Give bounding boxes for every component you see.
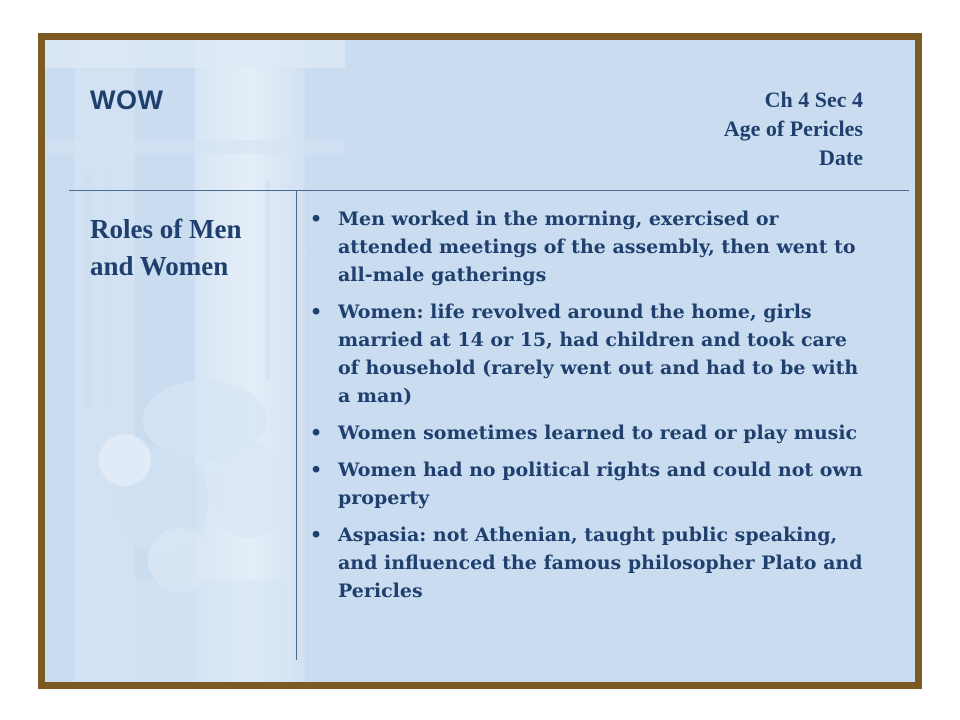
bullet-text: Aspasia: not Athenian, taught public speaking, and influenced the famous philosopher Plato and Pericles: [338, 524, 863, 602]
bullet-icon: •: [310, 208, 323, 230]
horizontal-divider: [69, 190, 909, 191]
chapter-line: Age of Pericles: [723, 116, 863, 141]
vertical-divider: [296, 190, 297, 660]
bullet-text: Women had no political rights and could not own property: [338, 459, 863, 509]
bullet-icon: •: [310, 459, 323, 481]
bullet-text: Women sometimes learned to read or play music: [338, 422, 858, 444]
list-item: [310, 298, 866, 410]
list-item: [310, 419, 866, 447]
chapter-info: [724, 85, 863, 172]
list-item: [310, 521, 866, 605]
list-item: [310, 205, 866, 289]
corner-label: WOW: [90, 85, 164, 115]
chapter-line: Ch 4 Sec 4: [764, 87, 863, 112]
slide-frame: [38, 33, 922, 689]
list-item: [310, 456, 866, 512]
section-title: Roles of Men and Women: [90, 214, 242, 281]
bullet-icon: •: [310, 524, 323, 546]
bullet-icon: •: [310, 301, 323, 323]
slide: [45, 40, 915, 682]
bullet-icon: •: [310, 422, 323, 444]
chapter-line: Date: [819, 145, 863, 170]
bullet-list: [310, 205, 866, 614]
bullet-text: Women: life revolved around the home, girls married at 14 or 15, had children and took care of household (rarely went out and had to be with a man): [338, 301, 859, 407]
bullet-text: Men worked in the morning, exercised or attended meetings of the assembly, then went to all-male gatherings: [338, 208, 856, 286]
